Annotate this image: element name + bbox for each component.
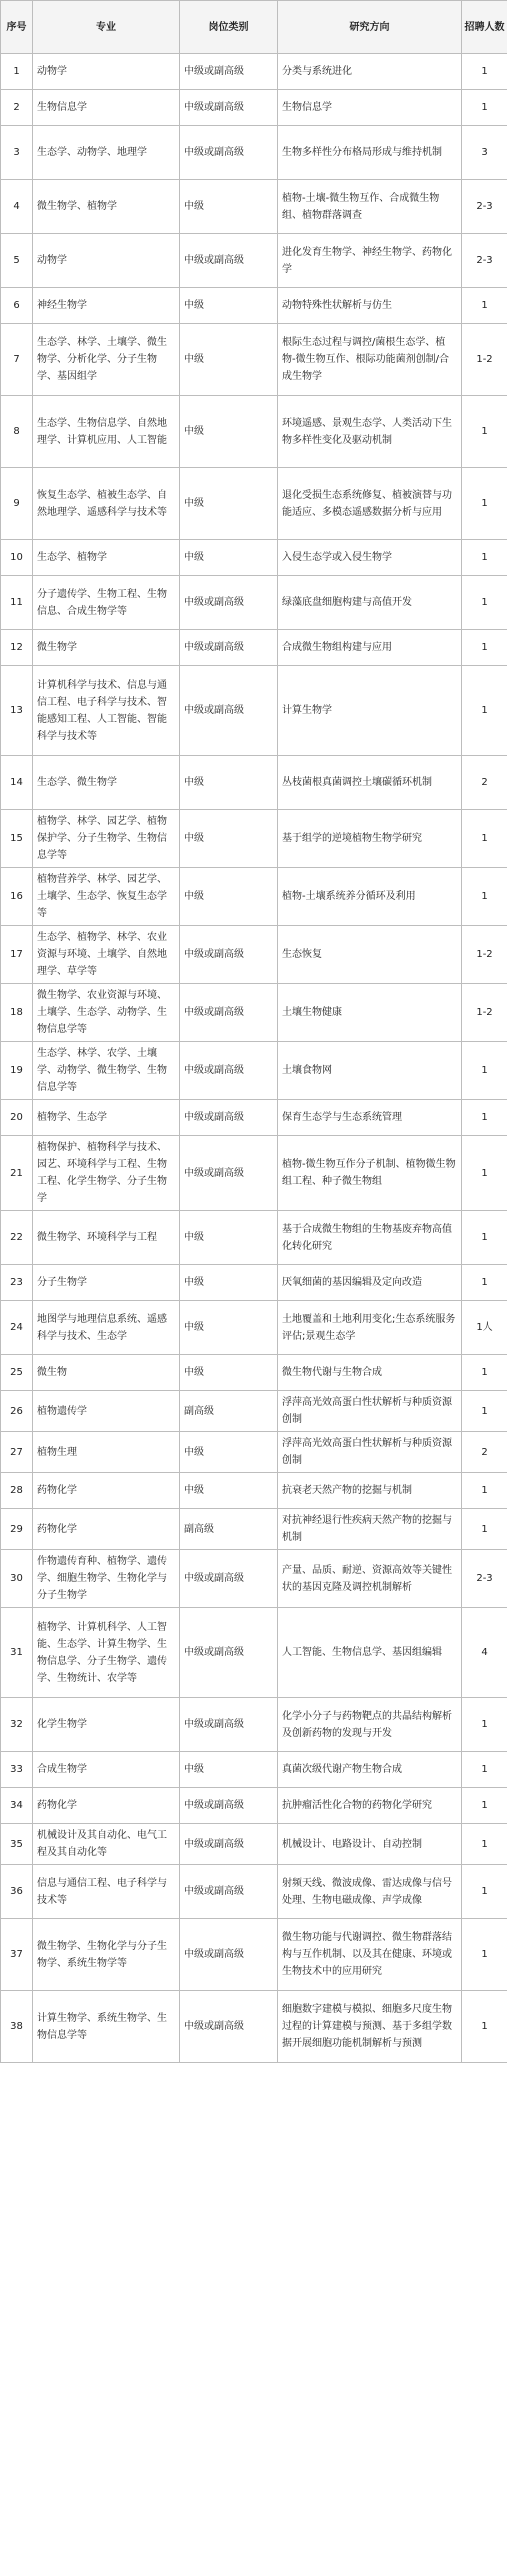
row-level: 中级 (180, 756, 278, 810)
row-number: 30 (1, 1550, 33, 1608)
table-row (1, 1473, 507, 1509)
row-level: 中级或副高级 (180, 126, 278, 180)
row-level: 中级 (180, 540, 278, 576)
row-level: 中级 (180, 868, 278, 926)
row-major: 计算机科学与技术、信息与通信工程、电子科学与技术、智能感知工程、人工智能、智能科学与技术等 (33, 666, 180, 756)
row-number: 36 (1, 1865, 33, 1919)
row-count: 1 (462, 868, 507, 926)
row-major: 微生物学、植物学 (33, 180, 180, 234)
table-body (1, 54, 507, 2063)
row-major: 生态学、生物信息学、自然地理学、计算机应用、人工智能 (33, 396, 180, 468)
row-major: 植物学、生态学 (33, 1100, 180, 1136)
row-level: 中级或副高级 (180, 630, 278, 666)
row-number: 29 (1, 1509, 33, 1550)
row-direction: 进化发育生物学、神经生物学、药物化学 (278, 234, 462, 288)
row-count: 2-3 (462, 180, 507, 234)
row-direction: 化学小分子与药物靶点的共晶结构解析及创新药物的发现与开发 (278, 1698, 462, 1752)
table-row (1, 1042, 507, 1100)
table-row (1, 1698, 507, 1752)
row-number: 22 (1, 1211, 33, 1265)
table-row (1, 1865, 507, 1919)
row-major: 作物遗传育种、植物学、遗传学、细胞生物学、生物化学与分子生物学 (33, 1550, 180, 1608)
row-direction: 土壤食物网 (278, 1042, 462, 1100)
row-count: 1-2 (462, 984, 507, 1042)
row-number: 12 (1, 630, 33, 666)
table-row (1, 1608, 507, 1698)
row-level: 中级或副高级 (180, 90, 278, 126)
row-number: 25 (1, 1355, 33, 1391)
table-row (1, 1265, 507, 1301)
table-row (1, 926, 507, 984)
row-level: 中级 (180, 1211, 278, 1265)
row-major: 动物学 (33, 234, 180, 288)
row-major: 植物生理 (33, 1432, 180, 1473)
row-major: 植物保护、植物科学与技术、园艺、环境科学与工程、生物工程、化学生物学、分子生物学 (33, 1136, 180, 1211)
row-level: 中级或副高级 (180, 1865, 278, 1919)
row-level: 中级或副高级 (180, 1136, 278, 1211)
row-direction: 微生物代谢与生物合成 (278, 1355, 462, 1391)
row-level: 中级或副高级 (180, 54, 278, 90)
row-number: 5 (1, 234, 33, 288)
table-row (1, 1788, 507, 1824)
row-level: 中级 (180, 1432, 278, 1473)
header-level: 岗位类别 (180, 1, 278, 54)
header-no: 序号 (1, 1, 33, 54)
table-row (1, 1752, 507, 1788)
row-count: 1 (462, 90, 507, 126)
row-level: 中级 (180, 1473, 278, 1509)
row-major: 药物化学 (33, 1788, 180, 1824)
table-row (1, 126, 507, 180)
row-major: 分子生物学 (33, 1265, 180, 1301)
row-major: 合成生物学 (33, 1752, 180, 1788)
header-direction: 研究方向 (278, 1, 462, 54)
row-direction: 浮萍高光效高蛋白性状解析与种质资源创制 (278, 1432, 462, 1473)
row-number: 11 (1, 576, 33, 630)
table-row (1, 90, 507, 126)
row-level: 中级或副高级 (180, 1698, 278, 1752)
row-direction: 抗衰老天然产物的挖掘与机制 (278, 1473, 462, 1509)
row-major: 机械设计及其自动化、电气工程及其自动化等 (33, 1824, 180, 1865)
row-major: 生态学、植物学、林学、农业资源与环境、土壤学、自然地理学、草学等 (33, 926, 180, 984)
row-count: 2-3 (462, 1550, 507, 1608)
row-number: 33 (1, 1752, 33, 1788)
table-header (1, 1, 507, 54)
row-count: 2 (462, 756, 507, 810)
row-major: 神经生物学 (33, 288, 180, 324)
row-major: 信息与通信工程、电子科学与技术等 (33, 1865, 180, 1919)
row-count: 1 (462, 576, 507, 630)
table-row (1, 868, 507, 926)
row-number: 13 (1, 666, 33, 756)
row-count: 1 (462, 1865, 507, 1919)
row-level: 中级或副高级 (180, 1824, 278, 1865)
row-count: 1 (462, 666, 507, 756)
row-number: 8 (1, 396, 33, 468)
row-direction: 土地覆盖和土地利用变化;生态系统服务评估;景观生态学 (278, 1301, 462, 1355)
row-number: 14 (1, 756, 33, 810)
row-level: 中级或副高级 (180, 1042, 278, 1100)
table-row (1, 984, 507, 1042)
row-direction: 抗肿瘤活性化合物的药物化学研究 (278, 1788, 462, 1824)
row-level: 中级或副高级 (180, 1608, 278, 1698)
row-major: 微生物学、环境科学与工程 (33, 1211, 180, 1265)
row-level: 中级或副高级 (180, 984, 278, 1042)
row-major: 动物学 (33, 54, 180, 90)
row-direction: 丛枝菌根真菌调控土壤碳循环机制 (278, 756, 462, 810)
row-major: 生态学、植物学 (33, 540, 180, 576)
row-count: 3 (462, 126, 507, 180)
row-number: 20 (1, 1100, 33, 1136)
row-direction: 入侵生态学或入侵生物学 (278, 540, 462, 576)
row-level: 中级或副高级 (180, 1788, 278, 1824)
row-count: 1 (462, 54, 507, 90)
row-major: 生态学、动物学、地理学 (33, 126, 180, 180)
table-row (1, 810, 507, 868)
row-major: 药物化学 (33, 1473, 180, 1509)
row-number: 6 (1, 288, 33, 324)
row-direction: 动物特殊性状解析与仿生 (278, 288, 462, 324)
row-major: 植物遗传学 (33, 1391, 180, 1432)
row-number: 9 (1, 468, 33, 540)
row-level: 副高级 (180, 1509, 278, 1550)
row-level: 中级或副高级 (180, 1100, 278, 1136)
header-count: 招聘人数 (462, 1, 507, 54)
row-number: 18 (1, 984, 33, 1042)
row-number: 32 (1, 1698, 33, 1752)
row-direction: 基于合成微生物组的生物基废弃物高值化转化研究 (278, 1211, 462, 1265)
row-number: 10 (1, 540, 33, 576)
row-count: 1 (462, 1136, 507, 1211)
row-direction: 人工智能、生物信息学、基因组编辑 (278, 1608, 462, 1698)
row-major: 植物营养学、林学、园艺学、土壤学、生态学、恢复生态学等 (33, 868, 180, 926)
row-direction: 环境遥感、景观生态学、人类活动下生物多样性变化及驱动机制 (278, 396, 462, 468)
row-major: 地图学与地理信息系统、遥感科学与技术、生态学 (33, 1301, 180, 1355)
table-row (1, 324, 507, 396)
row-count: 1 (462, 1752, 507, 1788)
row-direction: 计算生物学 (278, 666, 462, 756)
row-direction: 合成微生物组构建与应用 (278, 630, 462, 666)
row-direction: 植物-土壤系统养分循环及利用 (278, 868, 462, 926)
row-level: 中级 (180, 810, 278, 868)
table-row (1, 540, 507, 576)
row-number: 3 (1, 126, 33, 180)
row-count: 1 (462, 1391, 507, 1432)
row-count: 1 (462, 1355, 507, 1391)
row-number: 15 (1, 810, 33, 868)
row-level: 中级 (180, 396, 278, 468)
row-level: 中级 (180, 288, 278, 324)
row-direction: 厌氧细菌的基因编辑及定向改造 (278, 1265, 462, 1301)
row-major: 微生物学 (33, 630, 180, 666)
table-row (1, 1355, 507, 1391)
row-major: 微生物学、农业资源与环境、土壤学、生态学、动物学、生物信息学等 (33, 984, 180, 1042)
row-level: 中级或副高级 (180, 1919, 278, 1991)
row-direction: 细胞数字建模与模拟、细胞多尺度生物过程的计算建模与预测、基于多组学数据开展细胞功能机制解析与预测 (278, 1991, 462, 2063)
row-count: 2-3 (462, 234, 507, 288)
table-row (1, 54, 507, 90)
row-direction: 机械设计、电路设计、自动控制 (278, 1824, 462, 1865)
row-level: 中级或副高级 (180, 1550, 278, 1608)
table-row (1, 1211, 507, 1265)
row-number: 24 (1, 1301, 33, 1355)
row-major: 植物学、林学、园艺学、植物保护学、分子生物学、生物信息学等 (33, 810, 180, 868)
row-count: 4 (462, 1608, 507, 1698)
row-major: 植物学、计算机科学、人工智能、生态学、计算生物学、生物信息学、分子生物学、遗传学、生物统计、农学等 (33, 1608, 180, 1698)
row-direction: 土壤生物健康 (278, 984, 462, 1042)
row-level: 中级 (180, 1752, 278, 1788)
row-level: 中级 (180, 180, 278, 234)
table-row (1, 1432, 507, 1473)
row-major: 生态学、林学、土壤学、微生物学、分析化学、分子生物学、基因组学 (33, 324, 180, 396)
row-count: 2 (462, 1432, 507, 1473)
row-count: 1 (462, 1991, 507, 2063)
row-count: 1 (462, 1824, 507, 1865)
row-level: 中级或副高级 (180, 1991, 278, 2063)
row-count: 1 (462, 630, 507, 666)
row-number: 17 (1, 926, 33, 984)
table-row (1, 396, 507, 468)
table-row (1, 180, 507, 234)
row-direction: 对抗神经退行性疾病天然产物的挖掘与机制 (278, 1509, 462, 1550)
row-number: 28 (1, 1473, 33, 1509)
header-major: 专业 (33, 1, 180, 54)
row-count: 1人 (462, 1301, 507, 1355)
row-number: 1 (1, 54, 33, 90)
row-major: 生态学、林学、农学、土壤学、动物学、微生物学、生物信息学等 (33, 1042, 180, 1100)
table-row (1, 1136, 507, 1211)
row-count: 1 (462, 1042, 507, 1100)
row-level: 中级 (180, 1265, 278, 1301)
row-number: 27 (1, 1432, 33, 1473)
row-level: 中级 (180, 1355, 278, 1391)
row-count: 1 (462, 468, 507, 540)
row-level: 中级或副高级 (180, 234, 278, 288)
row-count: 1 (462, 396, 507, 468)
row-number: 37 (1, 1919, 33, 1991)
row-major: 药物化学 (33, 1509, 180, 1550)
row-direction: 植物-微生物互作分子机制、植物微生物组工程、种子微生物组 (278, 1136, 462, 1211)
row-direction: 退化受损生态系统修复、植被演替与功能适应、多模态遥感数据分析与应用 (278, 468, 462, 540)
table-row (1, 576, 507, 630)
table-row (1, 1991, 507, 2063)
row-direction: 绿藻底盘细胞构建与高值开发 (278, 576, 462, 630)
row-number: 2 (1, 90, 33, 126)
row-level: 中级或副高级 (180, 576, 278, 630)
table-row (1, 1509, 507, 1550)
row-count: 1-2 (462, 324, 507, 396)
row-level: 中级或副高级 (180, 666, 278, 756)
row-count: 1 (462, 288, 507, 324)
row-count: 1 (462, 1919, 507, 1991)
row-level: 中级 (180, 468, 278, 540)
row-number: 16 (1, 868, 33, 926)
row-major: 恢复生态学、植被生态学、自然地理学、遥感科学与技术等 (33, 468, 180, 540)
row-count: 1 (462, 1698, 507, 1752)
row-count: 1 (462, 1100, 507, 1136)
row-direction: 分类与系统进化 (278, 54, 462, 90)
row-major: 计算生物学、系统生物学、生物信息学等 (33, 1991, 180, 2063)
row-number: 35 (1, 1824, 33, 1865)
row-major: 生物信息学 (33, 90, 180, 126)
row-number: 19 (1, 1042, 33, 1100)
row-direction: 浮萍高光效高蛋白性状解析与种质资源创制 (278, 1391, 462, 1432)
row-number: 38 (1, 1991, 33, 2063)
row-level: 中级 (180, 1301, 278, 1355)
row-number: 26 (1, 1391, 33, 1432)
row-number: 31 (1, 1608, 33, 1698)
row-count: 1 (462, 540, 507, 576)
table-row (1, 756, 507, 810)
row-direction: 产量、品质、耐逆、资源高效等关键性状的基因克隆及调控机制解析 (278, 1550, 462, 1608)
row-major: 化学生物学 (33, 1698, 180, 1752)
row-direction: 植物-土壤-微生物互作、合成微生物组、植物群落调查 (278, 180, 462, 234)
row-number: 7 (1, 324, 33, 396)
row-number: 4 (1, 180, 33, 234)
row-major: 微生物 (33, 1355, 180, 1391)
table-row (1, 666, 507, 756)
row-level: 中级 (180, 324, 278, 396)
table-row (1, 234, 507, 288)
row-number: 34 (1, 1788, 33, 1824)
table-row (1, 1824, 507, 1865)
row-level: 副高级 (180, 1391, 278, 1432)
row-number: 21 (1, 1136, 33, 1211)
row-number: 23 (1, 1265, 33, 1301)
row-direction: 真菌次级代谢产物生物合成 (278, 1752, 462, 1788)
row-direction: 射频天线、微波成像、雷达成像与信号处理、生物电磁成像、声学成像 (278, 1865, 462, 1919)
table-row (1, 1100, 507, 1136)
table-row (1, 288, 507, 324)
row-count: 1 (462, 1473, 507, 1509)
row-direction: 根际生态过程与调控/菌根生态学、植物-微生物互作、根际功能菌剂创制/合成生物学 (278, 324, 462, 396)
row-major: 生态学、微生物学 (33, 756, 180, 810)
row-count: 1 (462, 1265, 507, 1301)
row-count: 1 (462, 1788, 507, 1824)
row-count: 1 (462, 1211, 507, 1265)
row-direction: 生物多样性分布格局形成与维持机制 (278, 126, 462, 180)
row-major: 微生物学、生物化学与分子生物学、系统生物学等 (33, 1919, 180, 1991)
row-direction: 生态恢复 (278, 926, 462, 984)
row-major: 分子遗传学、生物工程、生物信息、合成生物学等 (33, 576, 180, 630)
table-row (1, 468, 507, 540)
table-row (1, 1919, 507, 1991)
row-direction: 基于组学的逆境植物生物学研究 (278, 810, 462, 868)
row-level: 中级或副高级 (180, 926, 278, 984)
row-direction: 生物信息学 (278, 90, 462, 126)
row-count: 1 (462, 810, 507, 868)
table-row (1, 1301, 507, 1355)
row-count: 1-2 (462, 926, 507, 984)
row-direction: 微生物功能与代谢调控、微生物群落结构与互作机制、以及其在健康、环境或生物技术中的应用研究 (278, 1919, 462, 1991)
header-row (1, 1, 507, 54)
row-direction: 保育生态学与生态系统管理 (278, 1100, 462, 1136)
table-row (1, 1391, 507, 1432)
row-count: 1 (462, 1509, 507, 1550)
table-row (1, 630, 507, 666)
table-row (1, 1550, 507, 1608)
